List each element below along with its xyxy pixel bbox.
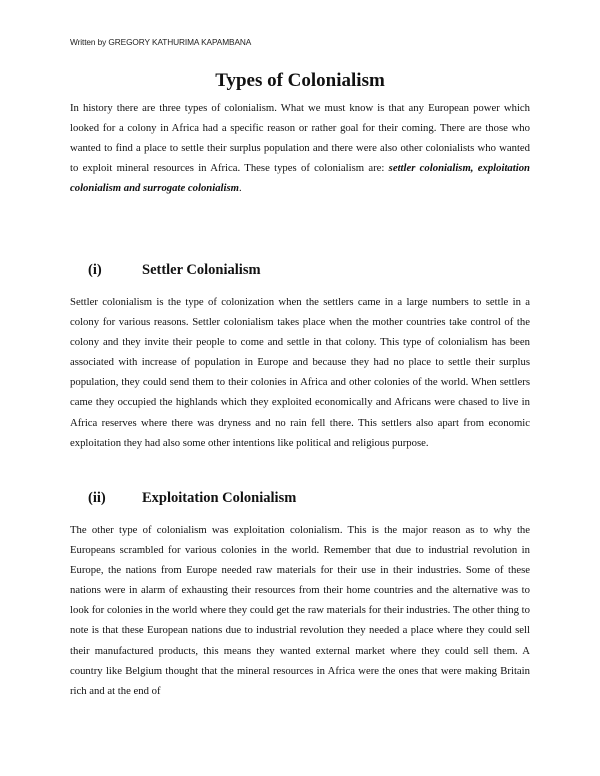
settler-paragraph: Settler colonialism is the type of colonization when the settlers came in a large numbers to settle in a colony for various reasons. Settler colonialism takes place when the mother countries take control of the colony and they invite their people to come and settle in that colony. This type of colonialism has been associated with increase of population in Europe and because they had no place to settle their surplus population, they could send them to their colonies in Africa and other colonies of the world. When settlers came they occupied the highlands which they exploited economically and Africans were chased to live in Africa reserves where there was dryness and no rain fell there. This settlers also apart from economic exploitation they had also some other intentions like political and religious purpose. (70, 296, 530, 449)
section-number: (i) (88, 262, 102, 278)
section-title: Settler Colonialism (142, 262, 261, 278)
intro-emphasis: settler colonialism, exploitation colonialism and surrogate colonialism (70, 162, 530, 195)
section-number: (ii) (88, 490, 106, 506)
intro-paragraph (70, 98, 530, 198)
page-header-author: Written by GREGORY KATHURIMA KAPAMBANA (70, 37, 252, 47)
exploitation-paragraph: The other type of colonialism was exploitation colonialism. This is the major reason as to why the Europeans scrambled for various colonies in the world. Remember that due to industrial revolution in Europe, the nations from Europe needed raw materials for their use in their industries. Some of these nations were in alarm of exhausting their resources from their home countries and the alternative was to look for colonies in the world where they could get the raw materials for their industries. The other thing to note is that these European nations due to industrial revolution they needed a place where they could sell their manufactured products, this means they wanted external market where they could sell them. A country like Belgium thought that the mineral resources in Africa were the ones that were making Britain rich and at the end of (70, 524, 530, 697)
section-title: Exploitation Colonialism (142, 490, 297, 506)
document-title: Types of Colonialism (215, 70, 385, 91)
intro-end: . (238, 182, 242, 195)
intro-text: In history there are three types of colonialism. What we must know is that any European power which looked for a colony in Africa had a specific reason or rather goal for their coming. There are those who wanted to find a place to settle their surplus population and there were also other colonialists who wanted to exploit mineral resources in Africa. These types of colonialism are: (70, 102, 530, 175)
